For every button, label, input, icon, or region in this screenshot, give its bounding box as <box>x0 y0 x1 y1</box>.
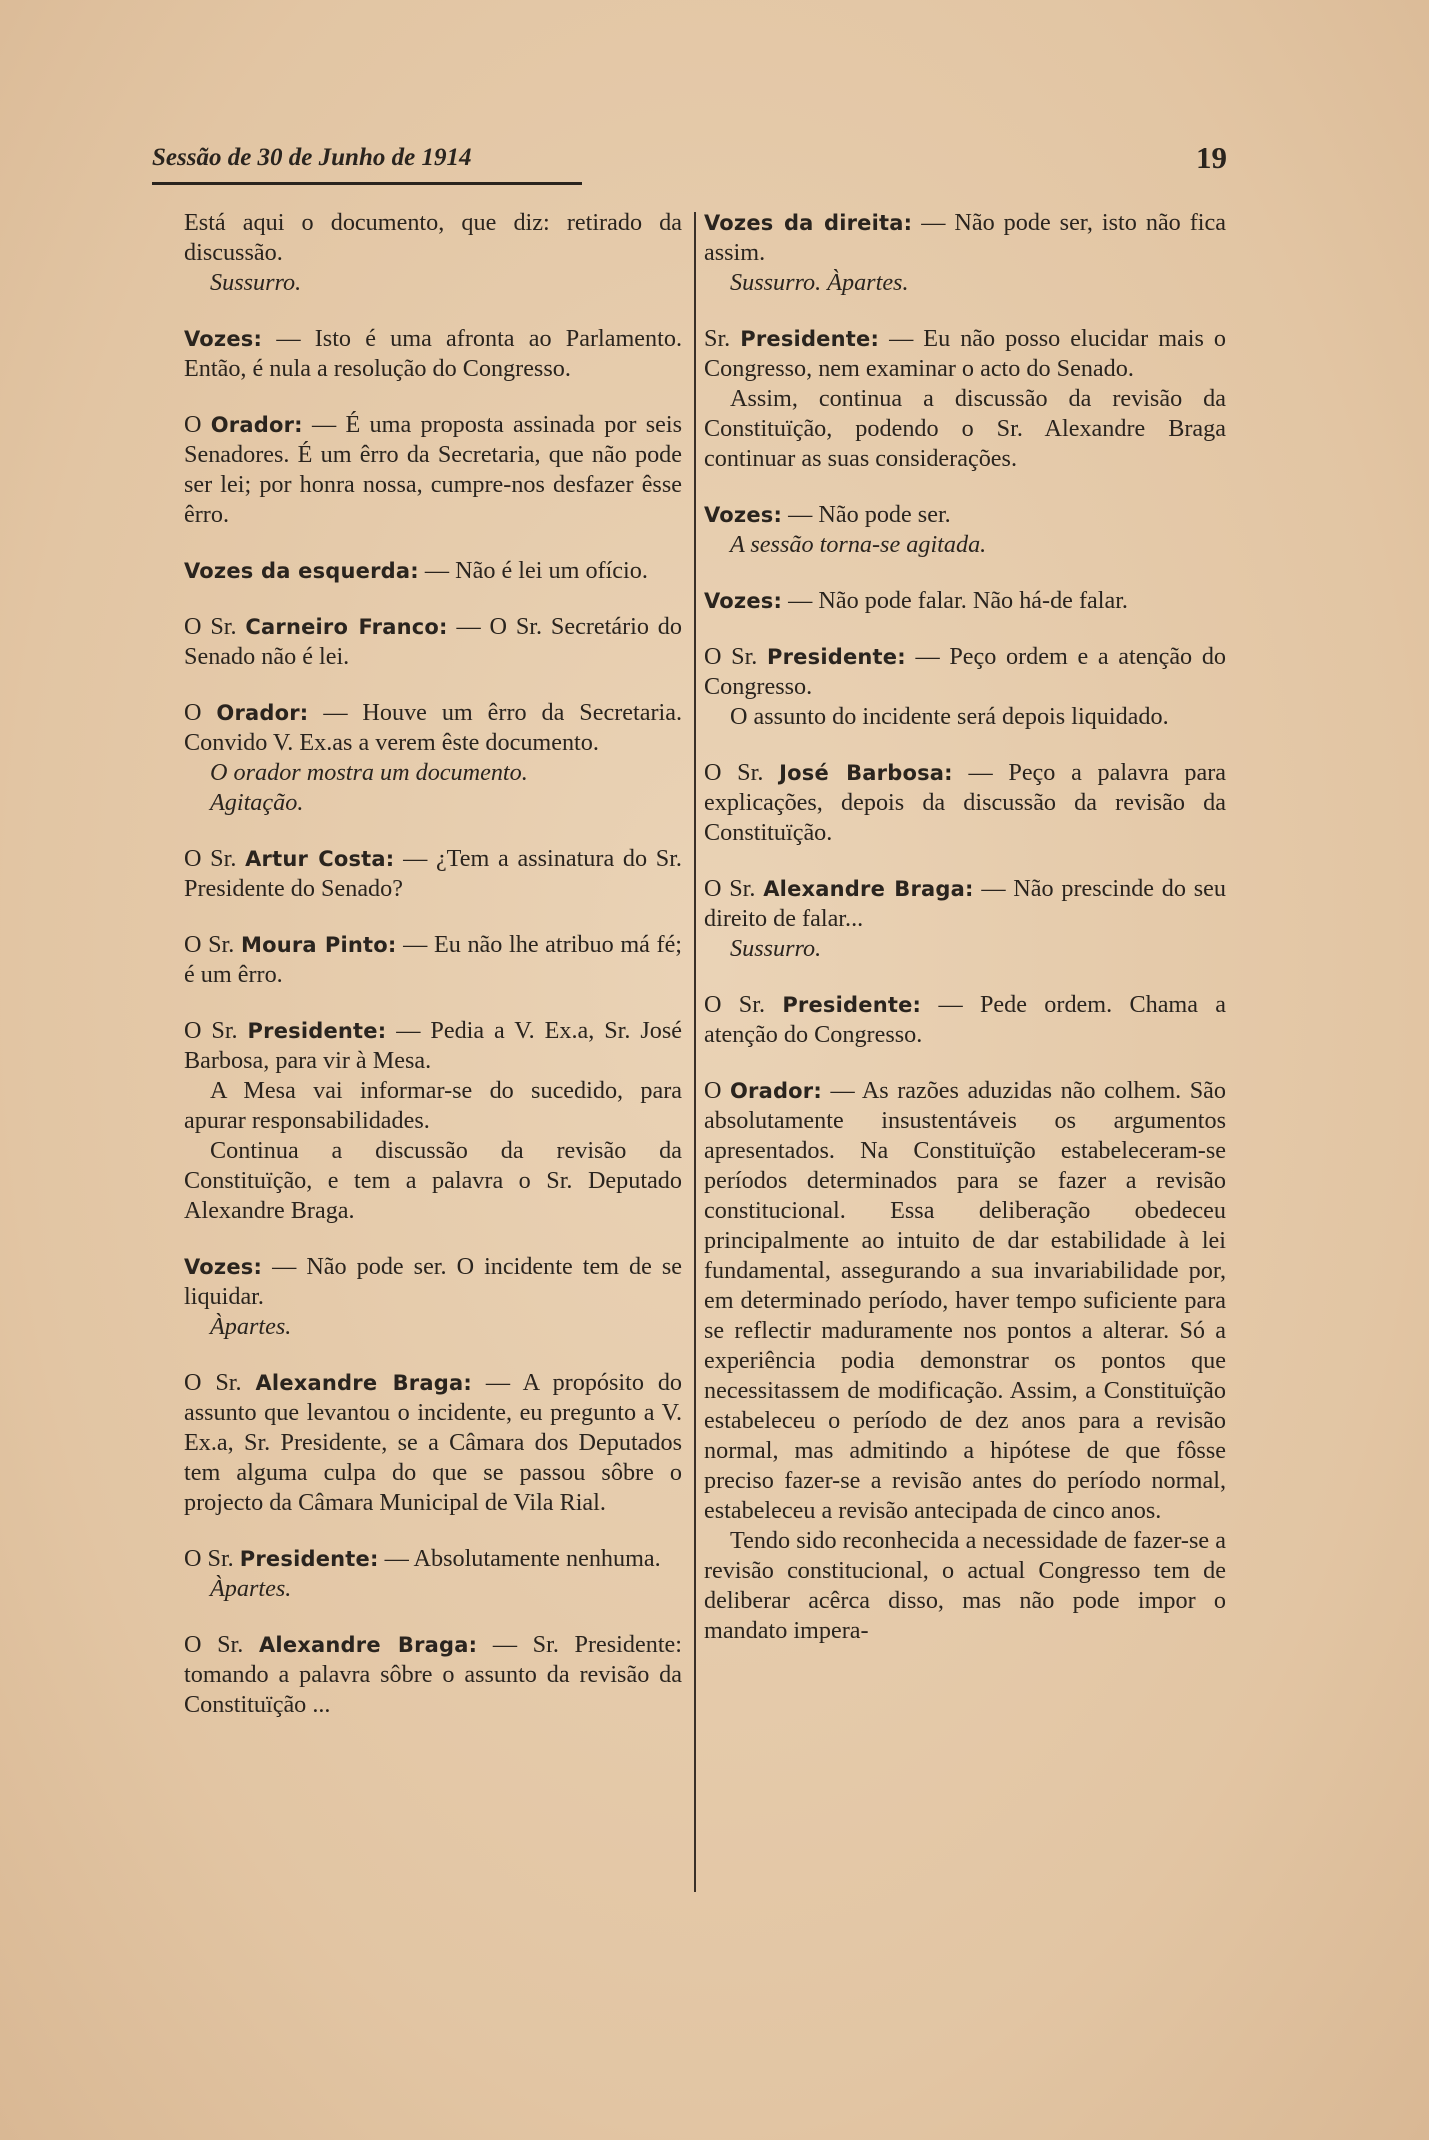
speaker-name: Vozes: <box>704 589 783 613</box>
speech-text: — Não pode ser. <box>788 501 951 528</box>
speaker-name: Orador: <box>210 413 303 437</box>
stage-direction: A sessão torna-se agitada. <box>730 531 987 558</box>
column-divider <box>694 212 696 1892</box>
speaker-prefix: O Sr. <box>184 1631 244 1658</box>
stage-direction: Àpartes. <box>210 1313 292 1340</box>
stage-direction: Sussurro. <box>730 935 822 962</box>
page-header <box>152 140 1227 180</box>
speaker-name: Vozes da direita: <box>704 211 913 235</box>
speaker-name: Vozes: <box>184 327 263 351</box>
speech-entry <box>704 1076 1226 1646</box>
speech-entry <box>184 324 682 384</box>
speech-entry <box>704 324 1226 474</box>
speech-entry <box>184 556 682 586</box>
speech-entry <box>704 500 1226 560</box>
speech-text: — Isto é uma afronta ao Parlamento. Então, é nula a resolução do Congresso. <box>184 325 682 382</box>
speech-text: — Não prescinde do seu direito de falar... <box>704 875 1226 932</box>
header-title: Sessão de 30 de Junho de 1914 <box>152 144 472 171</box>
speaker-name: Alexandre Braga: <box>258 1633 478 1657</box>
speaker-prefix: O Sr. <box>184 931 235 958</box>
speaker-prefix: O Sr. <box>704 759 764 786</box>
speech-text: — Peço ordem e a atenção do Congresso. <box>704 643 1227 700</box>
stage-direction: Sussurro. Àpartes. <box>730 269 909 296</box>
speaker-name: José Barbosa: <box>779 761 953 785</box>
speaker-name: Alexandre Braga: <box>255 1371 472 1395</box>
continued-paragraph: Continua a discussão da revisão da Constituïção, e tem a palavra o Sr. Deputado Alexandre Braga. <box>184 1137 682 1224</box>
speech-paragraph <box>184 844 682 904</box>
speaker-prefix: O <box>184 699 202 726</box>
speech-entry <box>184 930 682 990</box>
speech-text: — Houve um êrro da Secretaria. Convido V. Ex.as a verem êste documento. <box>184 699 682 756</box>
speaker-prefix: O Sr. <box>704 875 756 902</box>
speech-paragraph <box>184 556 682 586</box>
speaker-prefix: O Sr. <box>704 643 758 670</box>
speaker-prefix: O <box>184 411 202 438</box>
speech-paragraph <box>184 1544 682 1574</box>
speech-paragraph <box>704 758 1226 848</box>
speech-text: — ¿Tem a assinatura do Sr. Presidente do Senado? <box>184 845 682 902</box>
speech-text: — Não pode falar. Não há-de falar. <box>788 587 1128 614</box>
speech-paragraph <box>704 586 1226 616</box>
speech-paragraph <box>184 208 682 268</box>
header-rule <box>152 182 582 185</box>
speech-text: — Não pode ser. O incidente tem de se liquidar. <box>184 1253 683 1310</box>
continued-paragraph: O assunto do incidente será depois liquidado. <box>730 703 1169 730</box>
speaker-name: Moura Pinto: <box>240 933 397 957</box>
speech-paragraph <box>184 1252 682 1312</box>
speech-paragraph <box>704 208 1226 268</box>
speaker-prefix: O Sr. <box>184 1545 234 1572</box>
speaker-name: Alexandre Braga: <box>763 877 974 901</box>
speech-entry <box>184 1252 682 1342</box>
speaker-prefix: O Sr. <box>184 613 237 640</box>
speech-text: — Pedia a V. Ex.a, Sr. José Barbosa, para vir à Mesa. <box>184 1017 683 1074</box>
speech-paragraph <box>184 930 682 990</box>
speaker-name: Vozes: <box>704 503 783 527</box>
speech-text: Está aqui o documento, que diz: retirado da discussão. <box>184 209 682 266</box>
speech-entry <box>704 874 1226 964</box>
speech-entry <box>704 208 1226 298</box>
speaker-name: Artur Costa: <box>245 847 395 871</box>
speaker-name: Orador: <box>729 1079 822 1103</box>
speaker-prefix: O Sr. <box>184 1369 242 1396</box>
speech-text: — Absolutamente nenhuma. <box>384 1545 661 1572</box>
speech-paragraph <box>704 500 1226 530</box>
speech-text: — Eu não lhe atribuo má fé; é um êrro. <box>184 931 683 988</box>
speaker-name: Vozes: <box>184 1255 263 1279</box>
speech-text: — As razões aduzidas não colhem. São absolutamente insustentáveis os argumentos apresentados. Na Constituïção estabeleceram-se períodos determinados para se fazer a revisão constitucional. Essa deliberação obedeceu principalmente ao intuito de dar estabilidade à lei fundamental, assegurando a sua invariabilidade por, em determinado período, haver tempo suficiente para se reflectir maduramente nos pontos a alterar. Só a experiência podia demonstrar os pontos que necessitassem de modificação. Assim, a Constituïção estabeleceu o período de dez anos para a revisão normal, mas admitindo a hipótese de que fôsse preciso fazer-se a revisão antes do período normal, estabeleceu a revisão antecipada de cinco anos. <box>704 1077 1226 1524</box>
left-column <box>184 208 682 1746</box>
speech-text: — Sr. Presidente: tomando a palavra sôbre o assunto da revisão da Constituïção ... <box>184 1631 682 1718</box>
speech-paragraph <box>704 324 1226 384</box>
speech-entry <box>184 1016 682 1226</box>
stage-direction: Àpartes. <box>210 1575 292 1602</box>
speech-text: — Não pode ser, isto não fica assim. <box>704 209 1227 266</box>
right-column <box>704 208 1226 1672</box>
speech-paragraph <box>184 410 682 530</box>
speech-paragraph <box>704 642 1226 702</box>
speech-entry <box>704 990 1226 1050</box>
speech-text: — A propósito do assunto que levantou o incidente, eu pregunto a V. Ex.a, Sr. Presidente, se a Câmara dos Deputados tem alguma culpa do que se passou sôbre o projecto da Câmara Municipal de Vila Rial. <box>184 1369 683 1516</box>
speech-text: — Peço a palavra para explicações, depois da discussão da revisão da Constituïção. <box>704 759 1227 846</box>
continued-paragraph: Tendo sido reconhecida a necessidade de fazer-se a revisão constitucional, o actual Congresso tem de deliberar acêrca disso, mas não pode impor o mandato impera- <box>704 1527 1226 1644</box>
speaker-name: Carneiro Franco: <box>245 615 448 639</box>
speaker-name: Orador: <box>216 701 309 725</box>
speech-paragraph <box>184 1368 682 1518</box>
continued-paragraph: A Mesa vai informar-se do sucedido, para apurar responsabilidades. <box>184 1077 682 1134</box>
speaker-prefix: O <box>704 1077 722 1104</box>
speaker-name: Vozes da esquerda: <box>184 559 419 583</box>
speaker-name: Presidente: <box>247 1019 387 1043</box>
speech-text: — É uma proposta assinada por seis Senadores. É um êrro da Secretaria, que não pode ser lei; por honra nossa, cumpre-nos desfazer êsse êrro. <box>184 411 683 528</box>
speaker-prefix: Sr. <box>704 325 731 352</box>
speaker-prefix: O Sr. <box>184 1017 238 1044</box>
speech-entry <box>184 1630 682 1720</box>
speech-entry <box>184 612 682 672</box>
speech-entry <box>184 208 682 298</box>
speaker-name: Presidente: <box>239 1547 379 1571</box>
speech-paragraph <box>184 1630 682 1720</box>
speech-entry <box>704 586 1226 616</box>
stage-direction: Agitação. <box>210 789 304 816</box>
speaker-prefix: O Sr. <box>704 991 766 1018</box>
speech-paragraph <box>184 324 682 384</box>
speech-entry <box>704 642 1226 732</box>
continued-paragraph: Assim, continua a discussão da revisão da Constituïção, podendo o Sr. Alexandre Braga continuar as suas considerações. <box>704 385 1226 472</box>
speech-text: — Eu não posso elucidar mais o Congresso, nem examinar o acto do Senado. <box>704 325 1226 382</box>
speech-entry <box>184 698 682 818</box>
speech-paragraph <box>704 874 1226 934</box>
speech-text: — Pede ordem. Chama a atenção do Congresso. <box>704 991 1227 1048</box>
stage-direction: O orador mostra um documento. <box>210 759 528 786</box>
page-number: 19 <box>1196 140 1227 175</box>
speech-paragraph <box>184 612 682 672</box>
speaker-prefix: O Sr. <box>184 845 237 872</box>
speech-paragraph <box>184 698 682 758</box>
speech-entry <box>184 1368 682 1518</box>
speech-entry <box>704 758 1226 848</box>
speech-entry <box>184 1544 682 1604</box>
speech-paragraph <box>184 1016 682 1076</box>
speech-text: — Não é lei um ofício. <box>424 557 648 584</box>
speech-entry <box>184 410 682 530</box>
speaker-name: Presidente: <box>782 993 922 1017</box>
speech-text: — O Sr. Secretário do Senado não é lei. <box>184 613 682 670</box>
speech-paragraph <box>704 1076 1226 1526</box>
stage-direction: Sussurro. <box>210 269 302 296</box>
speaker-name: Presidente: <box>740 327 880 351</box>
speaker-name: Presidente: <box>767 645 906 669</box>
speech-entry <box>184 844 682 904</box>
speech-paragraph <box>704 990 1226 1050</box>
